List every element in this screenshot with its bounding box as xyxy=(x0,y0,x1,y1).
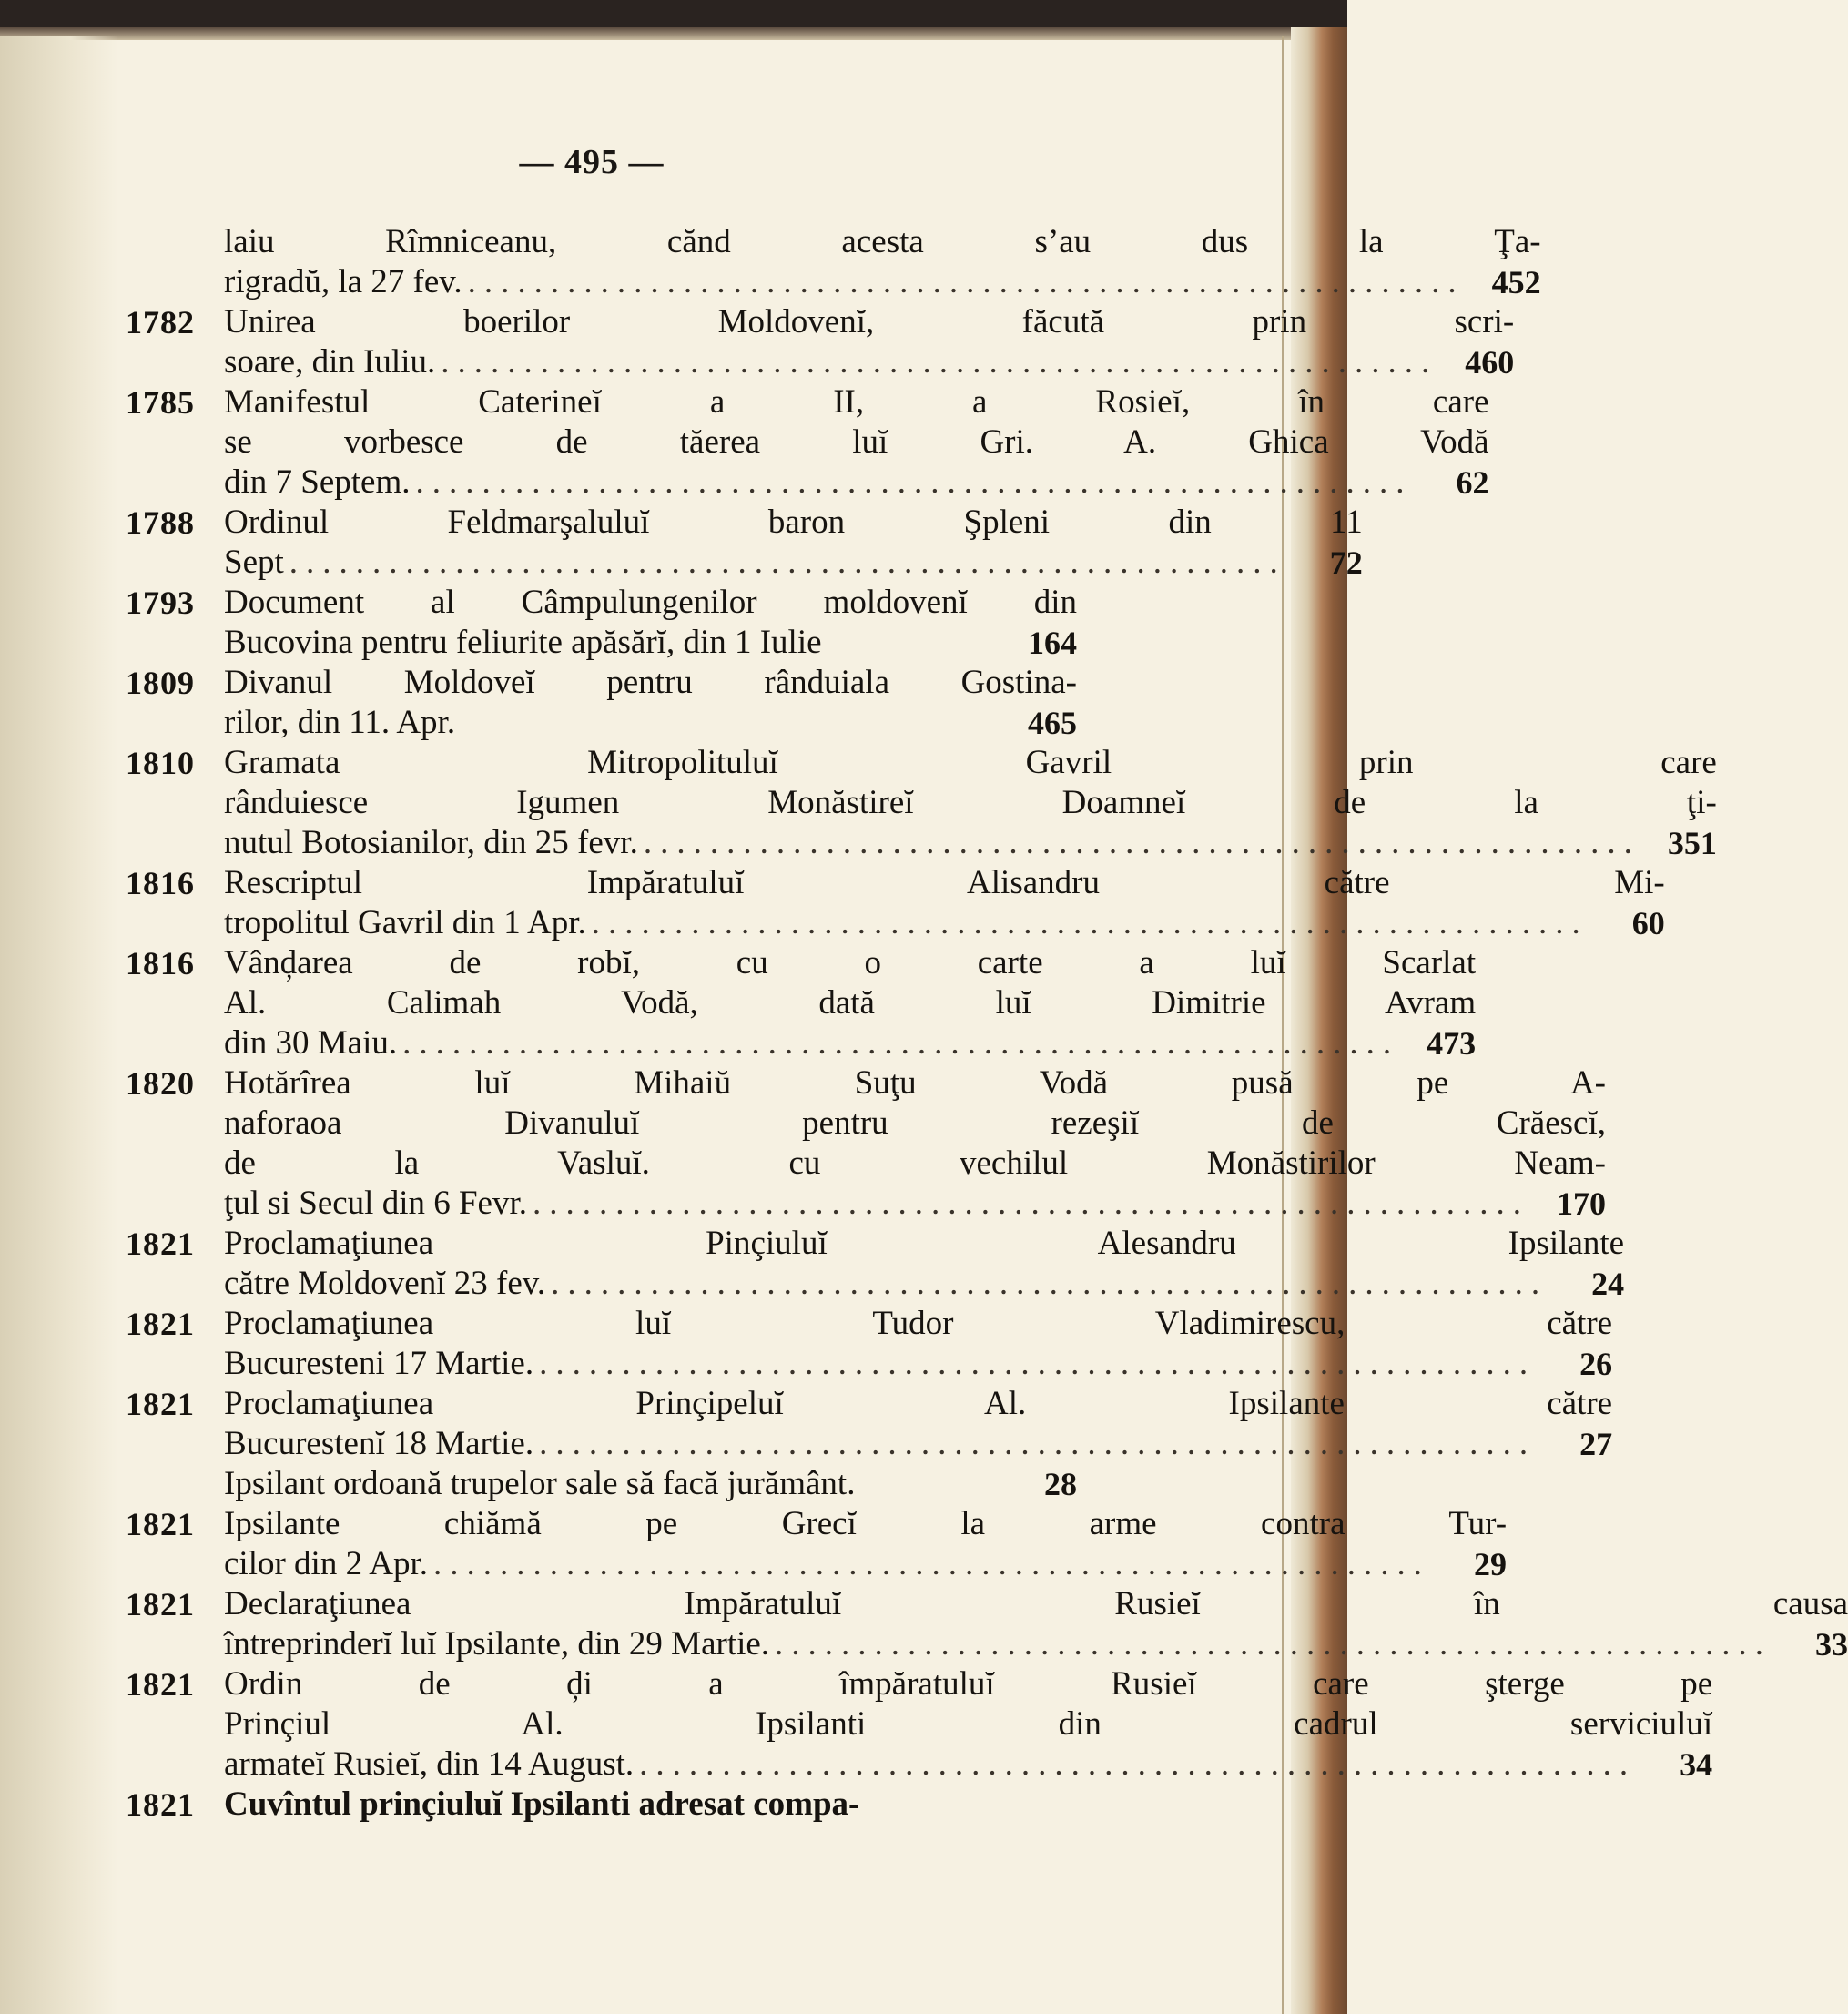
entry-line: Sept xyxy=(224,544,284,581)
entry-text xyxy=(224,1504,1507,1584)
page-reference: 465 xyxy=(1028,705,1077,741)
page-reference: 460 xyxy=(1465,344,1515,381)
entry-line: Prinçiul Al. Ipsilanti din cadrul serviciuluĭ xyxy=(224,1705,1713,1743)
entry-line: Ipsilant ordoană trupelor sale să facă jurământ. xyxy=(224,1465,856,1502)
entry-line: Proclamaţiunea Pinçiuluĭ Alesandru Ipsilante xyxy=(224,1225,1625,1262)
index-entry xyxy=(126,503,1363,583)
dot-leader xyxy=(822,623,1000,663)
entry-last-line xyxy=(224,1785,1077,1825)
entry-text xyxy=(224,222,1541,302)
entry-year: 1816 xyxy=(126,865,195,901)
dot-leader: ............................................................ xyxy=(415,463,1413,501)
index-entry xyxy=(126,302,1515,382)
page-reference xyxy=(1000,1785,1077,1825)
page-reference: 24 xyxy=(1591,1266,1625,1302)
entry-text xyxy=(224,583,1077,663)
entry-line: Bucovina pentru feliurite apăsărĭ, din 1 Iulie xyxy=(224,624,822,661)
dot-leader: ............................................................ xyxy=(539,1425,1537,1462)
dot-leader: ............................................................ xyxy=(402,1024,1400,1062)
dot-leader: ............................................................ xyxy=(643,824,1640,861)
dot-leader: ............................................................ xyxy=(433,1545,1431,1582)
entry-line: Divanul Moldoveĭ pentru rânduiala Gostina- xyxy=(224,664,1077,701)
page-number: — 495 — xyxy=(519,143,665,181)
index-entry xyxy=(126,1063,1606,1224)
index-entry xyxy=(126,1224,1625,1304)
entry-line: Bucuresteni 17 Martie. xyxy=(224,1345,534,1382)
entry-text xyxy=(224,382,1489,503)
entry-last-line xyxy=(224,1184,1606,1224)
dot-leader: ............................................................ xyxy=(467,263,1465,300)
entry-line: Rescriptul Impăratuluĭ Alisandru către Mi- xyxy=(224,864,1665,901)
entry-year: 1821 xyxy=(126,1786,195,1823)
entry-line: Unirea boerilor Moldovenĭ, făcută prin scri- xyxy=(224,303,1515,341)
entry-line: nutul Botosianilor, din 25 fevr. xyxy=(224,824,638,861)
entry-text xyxy=(224,1584,1848,1664)
entry-last-line xyxy=(224,623,1077,663)
entry-text xyxy=(224,943,1476,1063)
entry-line: rânduiesce Igumen Monăstireĭ Doamneĭ de la ţi- xyxy=(224,784,1717,821)
entry-line: laiu Rîmniceanu, cănd acesta s’au dus la Ţa- xyxy=(224,223,1541,260)
dot-leader: ............................................................ xyxy=(289,544,1286,581)
entry-year: 1821 xyxy=(126,1386,195,1422)
page-reference: 170 xyxy=(1557,1185,1606,1222)
page-reference: 28 xyxy=(1044,1466,1077,1502)
entry-year: 1821 xyxy=(126,1586,195,1622)
index-entry xyxy=(126,1304,1613,1384)
entry-line: cilor din 2 Apr. xyxy=(224,1545,429,1582)
index-entries xyxy=(126,222,1848,1825)
entry-last-line xyxy=(224,903,1665,943)
index-entry xyxy=(126,382,1489,503)
index-entry xyxy=(126,743,1717,863)
entry-line: Declaraţiunea Impăratuluĭ Rusieĭ în causa xyxy=(224,1585,1848,1622)
entry-year: 1816 xyxy=(126,945,195,982)
entry-line: Bucurestenĭ 18 Martie. xyxy=(224,1425,534,1462)
scan-top-shadow xyxy=(0,27,1347,40)
dot-leader: ............................................................ xyxy=(539,1345,1537,1382)
entry-text xyxy=(224,503,1363,583)
entry-last-line xyxy=(224,463,1489,503)
entry-line: Hotărîrea luĭ Mihaiŭ Suţu Vodă pusă pe A- xyxy=(224,1064,1606,1102)
entry-line: Manifestul Caterineĭ a II, a Rosieĭ, în care xyxy=(224,383,1489,421)
entry-year: 1821 xyxy=(126,1226,195,1262)
entry-last-line xyxy=(224,342,1514,382)
entry-line: armateĭ Rusieĭ, din 14 August. xyxy=(224,1745,635,1783)
page-reference: 34 xyxy=(1680,1746,1713,1783)
entry-text xyxy=(224,743,1717,863)
entry-line: din 30 Maiu. xyxy=(224,1024,398,1062)
entry-last-line xyxy=(224,1344,1612,1384)
entry-line: Ordinul Feldmarşaluluĭ baron Şpleni din 11 xyxy=(224,504,1363,541)
page-gutter-shadow xyxy=(0,36,118,2014)
entry-year: 1785 xyxy=(126,384,195,421)
index-entry xyxy=(126,1464,1077,1504)
entry-line: Al. Calimah Vodă, dată luĭ Dimitrie Avram xyxy=(224,984,1477,1022)
entry-year: 1821 xyxy=(126,1506,195,1542)
page-reference: 62 xyxy=(1456,464,1489,501)
entry-last-line xyxy=(224,703,1077,743)
entry-text xyxy=(224,1304,1612,1384)
entry-year: 1782 xyxy=(126,304,195,341)
page-reference: 452 xyxy=(1491,264,1541,300)
entry-line: ţul si Secul din 6 Fevr. xyxy=(224,1185,527,1222)
entry-text xyxy=(224,1464,1077,1504)
scan-top-band xyxy=(0,0,1347,31)
entry-year: 1810 xyxy=(126,745,195,781)
entry-last-line xyxy=(224,1464,1077,1504)
page-reference: 473 xyxy=(1427,1025,1477,1062)
entry-line: Ipsilante chiămă pe Grecĭ la arme contra Tur- xyxy=(224,1505,1508,1542)
index-entry xyxy=(126,1785,1077,1825)
entry-line: Gramata Mitropolituluĭ Gavril prin care xyxy=(224,744,1717,781)
dot-leader: ............................................................ xyxy=(639,1745,1637,1783)
dot-leader: ............................................................ xyxy=(591,904,1589,941)
index-entry xyxy=(126,1584,1848,1664)
dot-leader: ............................................................ xyxy=(775,1625,1772,1663)
entry-year: 1821 xyxy=(126,1666,195,1703)
entry-last-line xyxy=(224,823,1717,863)
entry-line: Ordin de ḑi a împăratuluĭ Rusieĭ care şterge pe xyxy=(224,1665,1713,1703)
entry-line: Cuvîntul prinçiuluĭ Ipsilanti adresat compa- xyxy=(224,1785,860,1823)
entry-text xyxy=(224,1384,1612,1464)
entry-line: rilor, din 11. Apr. xyxy=(224,704,456,741)
index-entry xyxy=(126,583,1077,663)
entry-last-line xyxy=(224,543,1363,583)
entry-last-line xyxy=(224,1744,1712,1785)
entry-text xyxy=(224,1063,1606,1224)
entry-year: 1809 xyxy=(126,665,195,701)
index-entry xyxy=(126,943,1477,1063)
entry-line: Document al Câmpulungenilor moldovenĭ din xyxy=(224,584,1077,621)
entry-last-line xyxy=(224,1624,1848,1664)
page-reference: 72 xyxy=(1329,544,1363,581)
entry-text xyxy=(224,1785,1077,1825)
entry-last-line xyxy=(224,1264,1624,1304)
entry-line: către Moldovenĭ 23 fev. xyxy=(224,1265,546,1302)
entry-text xyxy=(224,863,1665,943)
page-reference: 164 xyxy=(1028,625,1077,661)
page-reference: 33 xyxy=(1815,1626,1848,1663)
entry-line: Proclamaţiunea luĭ Tudor Vladimirescu, către xyxy=(224,1305,1613,1342)
entry-line: naforaoa Divanuluĭ pentru rezeşiĭ de Crăescĭ, xyxy=(224,1104,1606,1142)
dot-leader xyxy=(859,1785,1000,1825)
entry-text xyxy=(224,663,1077,743)
entry-line: rigradŭ, la 27 fev. xyxy=(224,263,462,300)
index-entry xyxy=(126,1664,1713,1785)
entry-line: Vânḑarea de robĭ, cu o carte a luĭ Scarlat xyxy=(224,944,1477,982)
index-entry xyxy=(126,1384,1613,1464)
dot-leader: ............................................................ xyxy=(551,1265,1548,1302)
entry-last-line xyxy=(224,1424,1612,1464)
entry-line: de la Vasluĭ. cu vechilul Monăstirilor Neam- xyxy=(224,1144,1606,1182)
page-reference: 29 xyxy=(1474,1546,1508,1582)
index-entry xyxy=(126,863,1665,943)
index-entry xyxy=(126,222,1541,302)
entry-last-line xyxy=(224,262,1541,302)
entry-text xyxy=(224,1664,1712,1785)
page-reference: 60 xyxy=(1631,905,1665,941)
entry-year: 1820 xyxy=(126,1065,195,1102)
entry-text xyxy=(224,302,1514,382)
page-reference: 351 xyxy=(1667,825,1717,861)
entry-year: 1793 xyxy=(126,585,195,621)
entry-year: 1788 xyxy=(126,504,195,541)
index-entry xyxy=(126,663,1077,743)
index-entry xyxy=(126,1504,1508,1584)
dot-leader xyxy=(855,1464,1000,1504)
entry-line: din 7 Septem. xyxy=(224,463,411,501)
dot-leader: ............................................................ xyxy=(441,343,1438,381)
entry-line: tropolitul Gavril din 1 Apr. xyxy=(224,904,586,941)
page-reference: 26 xyxy=(1579,1346,1613,1382)
entry-line: se vorbesce de tăerea luĭ Gri. A. Ghica Vodă xyxy=(224,423,1489,461)
entry-line: întreprinderĭ luĭ Ipsilante, din 29 Martie. xyxy=(224,1625,770,1663)
entry-last-line xyxy=(224,1544,1507,1584)
entry-last-line xyxy=(224,1023,1476,1063)
dot-leader xyxy=(455,703,1000,743)
page-reference: 27 xyxy=(1579,1426,1613,1462)
entry-year: 1821 xyxy=(126,1306,195,1342)
entry-text xyxy=(224,1224,1624,1304)
entry-line: Proclamaţiunea Prinçipeluĭ Al. Ipsilante către xyxy=(224,1385,1613,1422)
dot-leader: ............................................................ xyxy=(533,1185,1529,1222)
entry-line: soare, din Iuliu. xyxy=(224,343,436,381)
